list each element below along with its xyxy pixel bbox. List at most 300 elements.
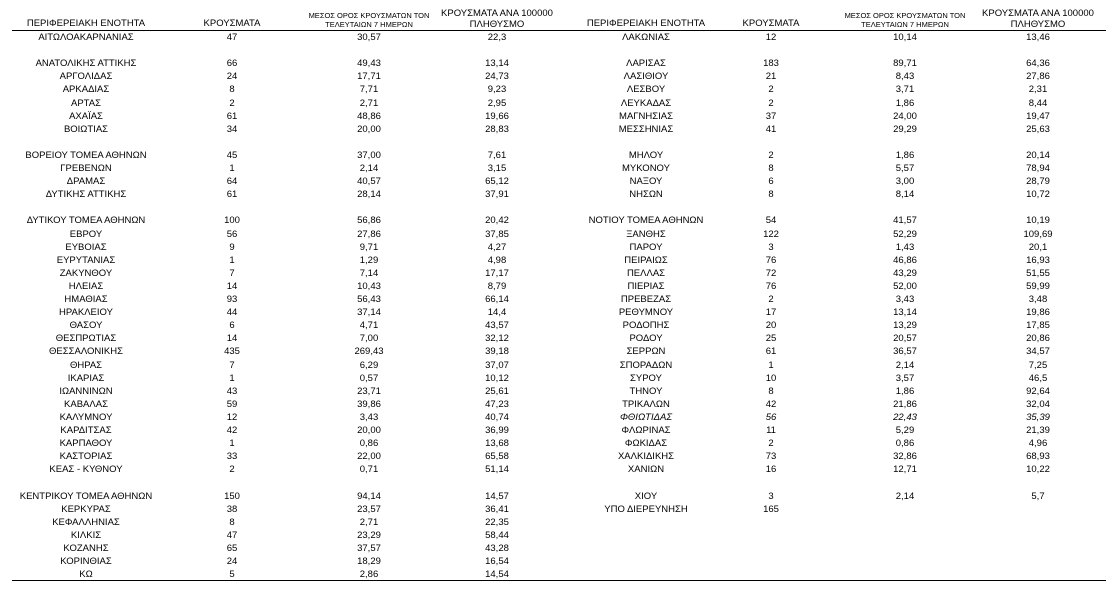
right-avg7-cell: 8,14 [895, 189, 915, 201]
left-cases-cell: 45 [226, 149, 238, 161]
left-avg7-cell: 2,86 [359, 569, 379, 581]
table-row [0, 162, 1114, 175]
right-per100k-cell: 46,5 [1028, 372, 1048, 384]
right-avg7-cell: 8,43 [895, 71, 915, 83]
left-avg7-cell: 7,00 [359, 333, 379, 345]
right-per100k-cell: 10,72 [1026, 189, 1050, 201]
left-region-name-cell: ΘΕΣΠΡΩΤΙΑΣ [55, 333, 117, 345]
right-region-name-cell: ΛΑΚΩΝΙΑΣ [622, 32, 670, 43]
left-per100k-cell: 13,14 [485, 58, 509, 70]
right-region-name-cell: ΧΑΛΚΙΔΙΚΗΣ [617, 451, 675, 463]
left-cases-cell: 34 [226, 123, 238, 135]
table-row [0, 437, 1114, 450]
left-per100k-cell: 20,42 [485, 215, 509, 227]
right-per100k-cell: 8,44 [1028, 97, 1048, 109]
left-cases-cell: 47 [226, 529, 238, 541]
left-per100k-cell: 37,91 [485, 189, 509, 201]
right-cases-cell: 6 [768, 176, 774, 188]
right-avg7-cell: 2,14 [895, 490, 915, 502]
left-avg7-cell: 27,86 [357, 228, 381, 240]
right-cases-cell: 76 [765, 254, 777, 266]
left-per100k-cell: 65,12 [485, 176, 509, 188]
right-avg7-cell: 13,29 [893, 320, 917, 332]
right-region-name-cell: ΦΛΩΡΙΝΑΣ [621, 425, 671, 436]
right-header-avg7-line2: ΤΕΛΕΥΤΑΙΩΝ 7 ΗΜΕΡΩΝ [861, 20, 949, 29]
right-region-name-cell: ΛΑΣΙΘΙΟΥ [623, 71, 669, 83]
left-region-name-cell: ΑΝΑΤΟΛΙΚΗΣ ΑΤΤΙΚΗΣ [35, 58, 137, 70]
left-avg7-cell: 56,43 [357, 294, 381, 305]
right-cases-cell: 10 [765, 372, 777, 384]
right-avg7-cell: 3,71 [895, 84, 915, 96]
left-cases-cell: 12 [226, 411, 238, 423]
right-cases-cell: 20 [765, 320, 777, 332]
right-avg7-cell: 3,43 [895, 294, 915, 305]
left-cases-cell: 47 [226, 32, 238, 43]
right-region-name-cell: ΛΕΣΒΟΥ [626, 84, 666, 96]
left-per100k-cell: 7,61 [487, 149, 507, 161]
right-cases-cell: 76 [765, 280, 777, 292]
table-row [0, 568, 1114, 581]
table-row [0, 411, 1114, 424]
right-region-name-cell: ΜΥΚΟΝΟΥ [622, 163, 670, 174]
right-cases-cell: 8 [768, 189, 774, 201]
right-region-name-cell: ΣΠΟΡΑΔΩΝ [619, 359, 673, 371]
left-avg7-cell: 4,71 [359, 320, 379, 332]
right-per100k-cell: 32,04 [1026, 398, 1050, 410]
left-avg7-cell: 49,43 [357, 58, 381, 70]
left-per100k-cell: 36,99 [485, 425, 509, 436]
right-avg7-cell: 3,00 [895, 176, 915, 188]
left-region-name-cell: ΚΕΡΚΥΡΑΣ [61, 503, 111, 515]
right-cases-cell: 165 [763, 503, 779, 515]
left-avg7-cell: 1,29 [359, 254, 379, 266]
left-per100k-cell: 3,15 [487, 163, 507, 174]
left-region-name-cell: ΚΕΦΑΛΛΗΝΙΑΣ [52, 516, 120, 528]
left-header-avg7-line2: ΤΕΛΕΥΤΑΙΩΝ 7 ΗΜΕΡΩΝ [325, 20, 413, 29]
right-header-per100k-line1: ΚΡΟΥΣΜΑΤΑ ΑΝΑ 100000 [982, 8, 1094, 19]
right-cases-cell: 61 [765, 346, 777, 358]
left-cases-cell: 9 [229, 241, 235, 253]
table-row [0, 254, 1114, 267]
left-per100k-cell: 47,23 [485, 398, 509, 410]
left-avg7-cell: 40,57 [357, 176, 381, 188]
right-avg7-cell: 5,29 [895, 425, 915, 436]
left-per100k-cell: 19,66 [485, 110, 509, 122]
table-row [0, 463, 1114, 476]
table-row [0, 359, 1114, 372]
left-avg7-cell: 23,29 [357, 529, 381, 541]
left-region-name-cell: ΙΚΑΡΙΑΣ [67, 372, 105, 384]
table-row [0, 175, 1114, 188]
right-region-name-cell: ΧΙΟΥ [634, 490, 658, 502]
right-avg7-cell: 89,71 [893, 58, 917, 70]
left-region-name-cell: ΕΒΡΟΥ [69, 228, 103, 240]
right-cases-cell: 25 [765, 333, 777, 345]
right-avg7-cell: 5,57 [895, 163, 915, 174]
left-region-name-cell: ΚΑΣΤΟΡΙΑΣ [59, 451, 113, 463]
table-row [0, 70, 1114, 83]
right-per100k-cell: 4,96 [1028, 438, 1048, 450]
left-region-name-cell: ΒΟΡΕΙΟΥ ΤΟΜΕΑ ΑΘΗΝΩΝ [25, 149, 147, 161]
right-region-name-cell: ΝΗΣΩΝ [629, 189, 663, 201]
left-cases-cell: 24 [226, 556, 238, 567]
left-per100k-cell: 43,28 [485, 542, 509, 554]
right-cases-cell: 72 [765, 267, 777, 279]
left-region-name-cell: ΚΙΛΚΙΣ [70, 529, 102, 541]
left-header-avg7 [294, 11, 444, 29]
left-cases-cell: 61 [226, 189, 238, 201]
left-per100k-cell: 58,44 [485, 529, 509, 541]
left-avg7-cell: 7,14 [359, 267, 379, 279]
left-header-per100k-line1: ΚΡΟΥΣΜΑΤΑ ΑΝΑ 100000 [441, 8, 553, 19]
left-region-name-cell: ΑΡΚΑΔΙΑΣ [62, 84, 110, 96]
right-per100k-cell: 10,19 [1026, 215, 1050, 227]
left-cases-cell: 1 [229, 163, 235, 174]
right-per100k-cell: 21,39 [1026, 425, 1050, 436]
left-cases-cell: 7 [229, 267, 235, 279]
left-region-name-cell: ΙΩΑΝΝΙΝΩΝ [59, 385, 113, 397]
left-avg7-cell: 6,29 [359, 359, 379, 371]
left-avg7-cell: 37,57 [357, 542, 381, 554]
right-avg7-cell: 22,43 [893, 411, 917, 423]
right-header-per100k-line2: ΠΛΗΘΥΣΜΟ [1010, 19, 1066, 30]
left-per100k-cell: 14,4 [487, 307, 507, 319]
right-per100k-cell: 13,46 [1026, 32, 1050, 43]
left-region-name-cell: ΓΡΕΒΕΝΩΝ [60, 163, 112, 174]
left-per100k-cell: 14,57 [485, 490, 509, 502]
right-per100k-cell: 64,36 [1026, 58, 1050, 70]
left-header-cases: ΚΡΟΥΣΜΑΤΑ [203, 18, 261, 29]
right-region-name-cell: ΠΕΛΛΑΣ [626, 267, 666, 279]
table-row [0, 280, 1114, 293]
left-region-name-cell: ΖΑΚΥΝΘΟΥ [59, 267, 113, 279]
left-avg7-cell: 269,43 [354, 346, 384, 358]
left-cases-cell: 14 [226, 280, 238, 292]
right-avg7-cell: 52,29 [893, 228, 917, 240]
right-cases-cell: 73 [765, 451, 777, 463]
right-per100k-cell: 19,86 [1026, 307, 1050, 319]
left-region-name-cell: ΕΥΡΥΤΑΝΙΑΣ [56, 254, 116, 266]
left-per100k-cell: 22,3 [487, 32, 507, 43]
right-per100k-cell: 51,55 [1026, 267, 1050, 279]
table-row [0, 424, 1114, 437]
right-per100k-cell: 27,86 [1026, 71, 1050, 83]
right-per100k-cell: 20,1 [1028, 241, 1048, 253]
left-avg7-cell: 39,86 [357, 398, 381, 410]
left-region-name-cell: ΕΥΒΟΙΑΣ [65, 241, 107, 253]
right-region-name-cell: ΣΕΡΡΩΝ [626, 346, 666, 358]
left-cases-cell: 64 [226, 176, 238, 188]
table-row [0, 516, 1114, 529]
table-row [0, 306, 1114, 319]
left-header-per100k [432, 8, 562, 30]
right-region-name-cell: ΤΡΙΚΑΛΩΝ [622, 398, 670, 410]
left-cases-cell: 100 [224, 215, 240, 227]
left-region-name-cell: ΒΟΙΩΤΙΑΣ [63, 123, 109, 135]
left-region-name-cell: ΚΑΒΑΛΑΣ [64, 398, 108, 410]
right-avg7-cell: 43,29 [893, 267, 917, 279]
left-avg7-cell: 2,71 [359, 97, 379, 109]
right-cases-cell: 2 [768, 149, 774, 161]
right-cases-cell: 1 [768, 359, 774, 371]
table-row [0, 332, 1114, 345]
left-per100k-cell: 36,41 [485, 503, 509, 515]
right-avg7-cell: 1,43 [895, 241, 915, 253]
right-region-name-cell: ΜΕΣΣΗΝΙΑΣ [618, 123, 674, 135]
table-row [0, 110, 1114, 123]
right-region-name-cell: ΡΕΘΥΜΝΟΥ [618, 307, 674, 319]
table-row [0, 385, 1114, 398]
left-region-name-cell: ΑΧΑΪΑΣ [69, 110, 103, 122]
left-region-name-cell: ΗΜΑΘΙΑΣ [64, 294, 108, 305]
left-per100k-cell: 22,35 [485, 516, 509, 528]
table-row [0, 542, 1114, 555]
left-region-name-cell: ΑΙΤΩΛΟΑΚΑΡΝΑΝΙΑΣ [38, 32, 134, 43]
right-per100k-cell: 59,99 [1026, 280, 1050, 292]
left-region-name-cell: ΔΥΤΙΚΗΣ ΑΤΤΙΚΗΣ [45, 189, 127, 201]
left-avg7-cell: 48,86 [357, 110, 381, 122]
right-per100k-cell: 5,7 [1031, 490, 1045, 502]
left-cases-cell: 1 [229, 372, 235, 384]
left-cases-cell: 38 [226, 503, 238, 515]
left-avg7-cell: 37,00 [357, 149, 381, 161]
table-row [0, 490, 1114, 503]
table-spacer-row [0, 136, 1114, 149]
right-cases-cell: 3 [768, 490, 774, 502]
table-spacer-row [0, 44, 1114, 57]
left-cases-cell: 24 [226, 71, 238, 83]
right-cases-cell: 54 [765, 215, 777, 227]
left-cases-cell: 7 [229, 359, 235, 371]
right-avg7-cell: 2,14 [895, 359, 915, 371]
right-avg7-cell: 0,86 [895, 438, 915, 450]
right-header-cases: ΚΡΟΥΣΜΑΤΑ [742, 18, 800, 29]
right-avg7-cell: 20,57 [893, 333, 917, 345]
left-avg7-cell: 7,71 [359, 84, 379, 96]
left-avg7-cell: 30,57 [357, 32, 381, 43]
table-row [0, 57, 1114, 70]
left-avg7-cell: 17,71 [357, 71, 381, 83]
left-avg7-cell: 3,43 [359, 411, 379, 423]
left-region-name-cell: ΚΩ [79, 569, 93, 581]
table-row [0, 319, 1114, 332]
right-avg7-cell: 1,86 [895, 97, 915, 109]
left-region-name-cell: ΚΕΑΣ - ΚΥΘΝΟΥ [49, 464, 123, 476]
left-avg7-cell: 22,00 [357, 451, 381, 463]
right-cases-cell: 183 [763, 58, 779, 70]
left-per100k-cell: 4,98 [487, 254, 507, 266]
right-header-avg7-line1: ΜΕΣΟΣ ΟΡΟΣ ΚΡΟΥΣΜΑΤΩΝ ΤΟΝ [844, 11, 966, 20]
left-header-per100k-line2: ΠΛΗΘΥΣΜΟ [469, 19, 525, 30]
left-region-name-cell: ΗΡΑΚΛΕΙΟΥ [59, 307, 113, 319]
left-cases-cell: 2 [229, 97, 235, 109]
table-row [0, 372, 1114, 385]
left-avg7-cell: 0,71 [359, 464, 379, 476]
left-per100k-cell: 10,12 [485, 372, 509, 384]
left-region-name-cell: ΚΕΝΤΡΙΚΟΥ ΤΟΜΕΑ ΑΘΗΝΩΝ [19, 490, 153, 502]
left-per100k-cell: 32,12 [485, 333, 509, 345]
right-per100k-cell: 17,85 [1026, 320, 1050, 332]
left-avg7-cell: 2,71 [359, 516, 379, 528]
table-row [0, 97, 1114, 110]
left-region-name-cell: ΗΛΕΙΑΣ [68, 280, 104, 292]
right-avg7-cell: 29,29 [893, 123, 917, 135]
left-cases-cell: 5 [229, 569, 235, 581]
left-avg7-cell: 28,14 [357, 189, 381, 201]
table-row [0, 31, 1114, 44]
right-avg7-cell: 21,86 [893, 398, 917, 410]
left-per100k-cell: 13,68 [485, 438, 509, 450]
table-row [0, 241, 1114, 254]
right-avg7-cell: 52,00 [893, 280, 917, 292]
table-row [0, 345, 1114, 358]
left-cases-cell: 61 [226, 110, 238, 122]
right-cases-cell: 21 [765, 71, 777, 83]
right-cases-cell: 11 [766, 425, 776, 436]
right-cases-cell: 37 [765, 110, 777, 122]
left-per100k-cell: 39,18 [485, 346, 509, 358]
right-header-avg7 [830, 11, 980, 29]
right-region-name-cell: ΦΩΚΙΔΑΣ [624, 438, 668, 450]
left-avg7-cell: 0,57 [359, 372, 379, 384]
right-region-name-cell: ΡΟΔΟΠΗΣ [622, 320, 670, 332]
right-avg7-cell: 32,86 [893, 451, 917, 463]
left-avg7-cell: 9,71 [359, 241, 379, 253]
left-avg7-cell: 0,86 [359, 438, 379, 450]
right-per100k-cell: 20,86 [1026, 333, 1050, 345]
left-header-avg7-line1: ΜΕΣΟΣ ΟΡΟΣ ΚΡΟΥΣΜΑΤΩΝ ΤΟΝ [308, 11, 430, 20]
right-per100k-cell: 19,47 [1026, 110, 1050, 122]
right-region-name-cell: ΛΕΥΚΑΔΑΣ [620, 97, 672, 109]
left-per100k-cell: 4,27 [487, 241, 507, 253]
table-row [0, 267, 1114, 280]
left-cases-cell: 43 [226, 385, 238, 397]
right-cases-cell: 42 [765, 398, 777, 410]
right-cases-cell: 8 [768, 163, 774, 174]
left-per100k-cell: 14,54 [485, 569, 509, 581]
right-per100k-cell: 35,39 [1026, 411, 1050, 423]
right-avg7-cell: 1,86 [895, 149, 915, 161]
left-avg7-cell: 18,29 [357, 556, 381, 567]
left-per100k-cell: 51,14 [485, 464, 509, 476]
table-row [0, 228, 1114, 241]
table-row [0, 123, 1114, 136]
left-per100k-cell: 16,54 [485, 556, 509, 567]
table-row [0, 529, 1114, 542]
left-avg7-cell: 10,43 [357, 280, 381, 292]
left-avg7-cell: 37,14 [357, 307, 381, 319]
left-region-name-cell: ΘΑΣΟΥ [69, 320, 103, 332]
left-cases-cell: 14 [226, 333, 238, 345]
right-avg7-cell: 46,86 [893, 254, 917, 266]
left-cases-cell: 435 [224, 346, 240, 358]
left-cases-cell: 8 [229, 516, 235, 528]
right-header-region: ΠΕΡΙΦΕΡΕΙΑΚΗ ΕΝΟΤΗΤΑ [586, 18, 706, 29]
left-per100k-cell: 17,17 [485, 267, 509, 279]
right-per100k-cell: 68,93 [1026, 451, 1050, 463]
table-row [0, 149, 1114, 162]
left-cases-cell: 66 [226, 58, 238, 70]
right-cases-cell: 2 [768, 294, 774, 305]
right-region-name-cell: ΤΗΝΟΥ [629, 385, 663, 397]
left-region-name-cell: ΚΑΡΔΙΤΣΑΣ [60, 425, 112, 436]
right-region-name-cell: ΛΑΡΙΣΑΣ [626, 58, 666, 70]
right-avg7-cell: 36,57 [893, 346, 917, 358]
right-avg7-cell: 1,86 [895, 385, 915, 397]
left-per100k-cell: 8,79 [487, 280, 507, 292]
left-region-name-cell: ΘΗΡΑΣ [69, 359, 103, 371]
right-region-name-cell: ΠΡΕΒΕΖΑΣ [620, 294, 672, 305]
right-header-per100k [973, 8, 1103, 30]
right-cases-cell: 56 [765, 411, 777, 423]
left-cases-cell: 6 [229, 320, 235, 332]
left-cases-cell: 93 [226, 294, 238, 305]
right-region-name-cell: ΠΕΙΡΑΙΩΣ [624, 254, 668, 266]
right-per100k-cell: 16,93 [1026, 254, 1050, 266]
right-cases-cell: 2 [768, 97, 774, 109]
right-per100k-cell: 34,57 [1026, 346, 1050, 358]
left-avg7-cell: 56,86 [357, 215, 381, 227]
left-cases-cell: 1 [229, 438, 235, 450]
left-region-name-cell: ΘΕΣΣΑΛΟΝΙΚΗΣ [49, 346, 123, 358]
right-region-name-cell: ΥΠΟ ΔΙΕΡΕΥΝΗΣΗ [604, 503, 688, 515]
left-cases-cell: 8 [229, 84, 235, 96]
right-region-name-cell: ΡΟΔΟΥ [629, 333, 663, 345]
left-cases-cell: 44 [226, 307, 238, 319]
left-cases-cell: 42 [226, 425, 238, 436]
left-per100k-cell: 37,07 [485, 359, 509, 371]
table-row [0, 503, 1114, 516]
right-avg7-cell: 10,14 [893, 32, 917, 43]
left-avg7-cell: 94,14 [357, 490, 381, 502]
right-per100k-cell: 109,69 [1023, 228, 1053, 240]
left-cases-cell: 2 [229, 464, 235, 476]
right-cases-cell: 41 [765, 123, 777, 135]
right-region-name-cell: ΞΑΝΘΗΣ [626, 228, 666, 240]
left-region-name-cell: ΔΥΤΙΚΟΥ ΤΟΜΕΑ ΑΘΗΝΩΝ [26, 215, 146, 227]
table-row [0, 398, 1114, 411]
left-avg7-cell: 20,00 [357, 123, 381, 135]
left-header-region: ΠΕΡΙΦΕΡΕΙΑΚΗ ΕΝΟΤΗΤΑ [26, 18, 146, 29]
right-per100k-cell: 28,79 [1026, 176, 1050, 188]
right-per100k-cell: 2,31 [1028, 84, 1048, 96]
left-per100k-cell: 24,73 [485, 71, 509, 83]
table-spacer-row [0, 476, 1114, 489]
left-region-name-cell: ΚΟΡΙΝΘΙΑΣ [60, 556, 112, 567]
left-avg7-cell: 23,57 [357, 503, 381, 515]
right-cases-cell: 17 [765, 307, 777, 319]
right-cases-cell: 12 [765, 32, 777, 43]
left-per100k-cell: 2,95 [487, 97, 507, 109]
right-per100k-cell: 20,14 [1026, 149, 1050, 161]
left-per100k-cell: 28,83 [485, 123, 509, 135]
left-region-name-cell: ΚΑΛΥΜΝΟΥ [59, 411, 113, 423]
right-avg7-cell: 41,57 [893, 215, 917, 227]
right-cases-cell: 16 [765, 464, 777, 476]
right-region-name-cell: ΠΙΕΡΙΑΣ [627, 280, 665, 292]
table-row [0, 555, 1114, 568]
right-cases-cell: 122 [763, 228, 779, 240]
right-region-name-cell: ΧΑΝΙΩΝ [627, 464, 665, 476]
left-per100k-cell: 25,61 [485, 385, 509, 397]
right-region-name-cell: ΣΥΡΟΥ [630, 372, 662, 384]
left-cases-cell: 33 [226, 451, 238, 463]
table-row [0, 214, 1114, 227]
right-per100k-cell: 78,94 [1026, 163, 1050, 174]
right-per100k-cell: 25,63 [1026, 123, 1050, 135]
left-per100k-cell: 43,57 [485, 320, 509, 332]
right-per100k-cell: 3,48 [1028, 294, 1048, 305]
